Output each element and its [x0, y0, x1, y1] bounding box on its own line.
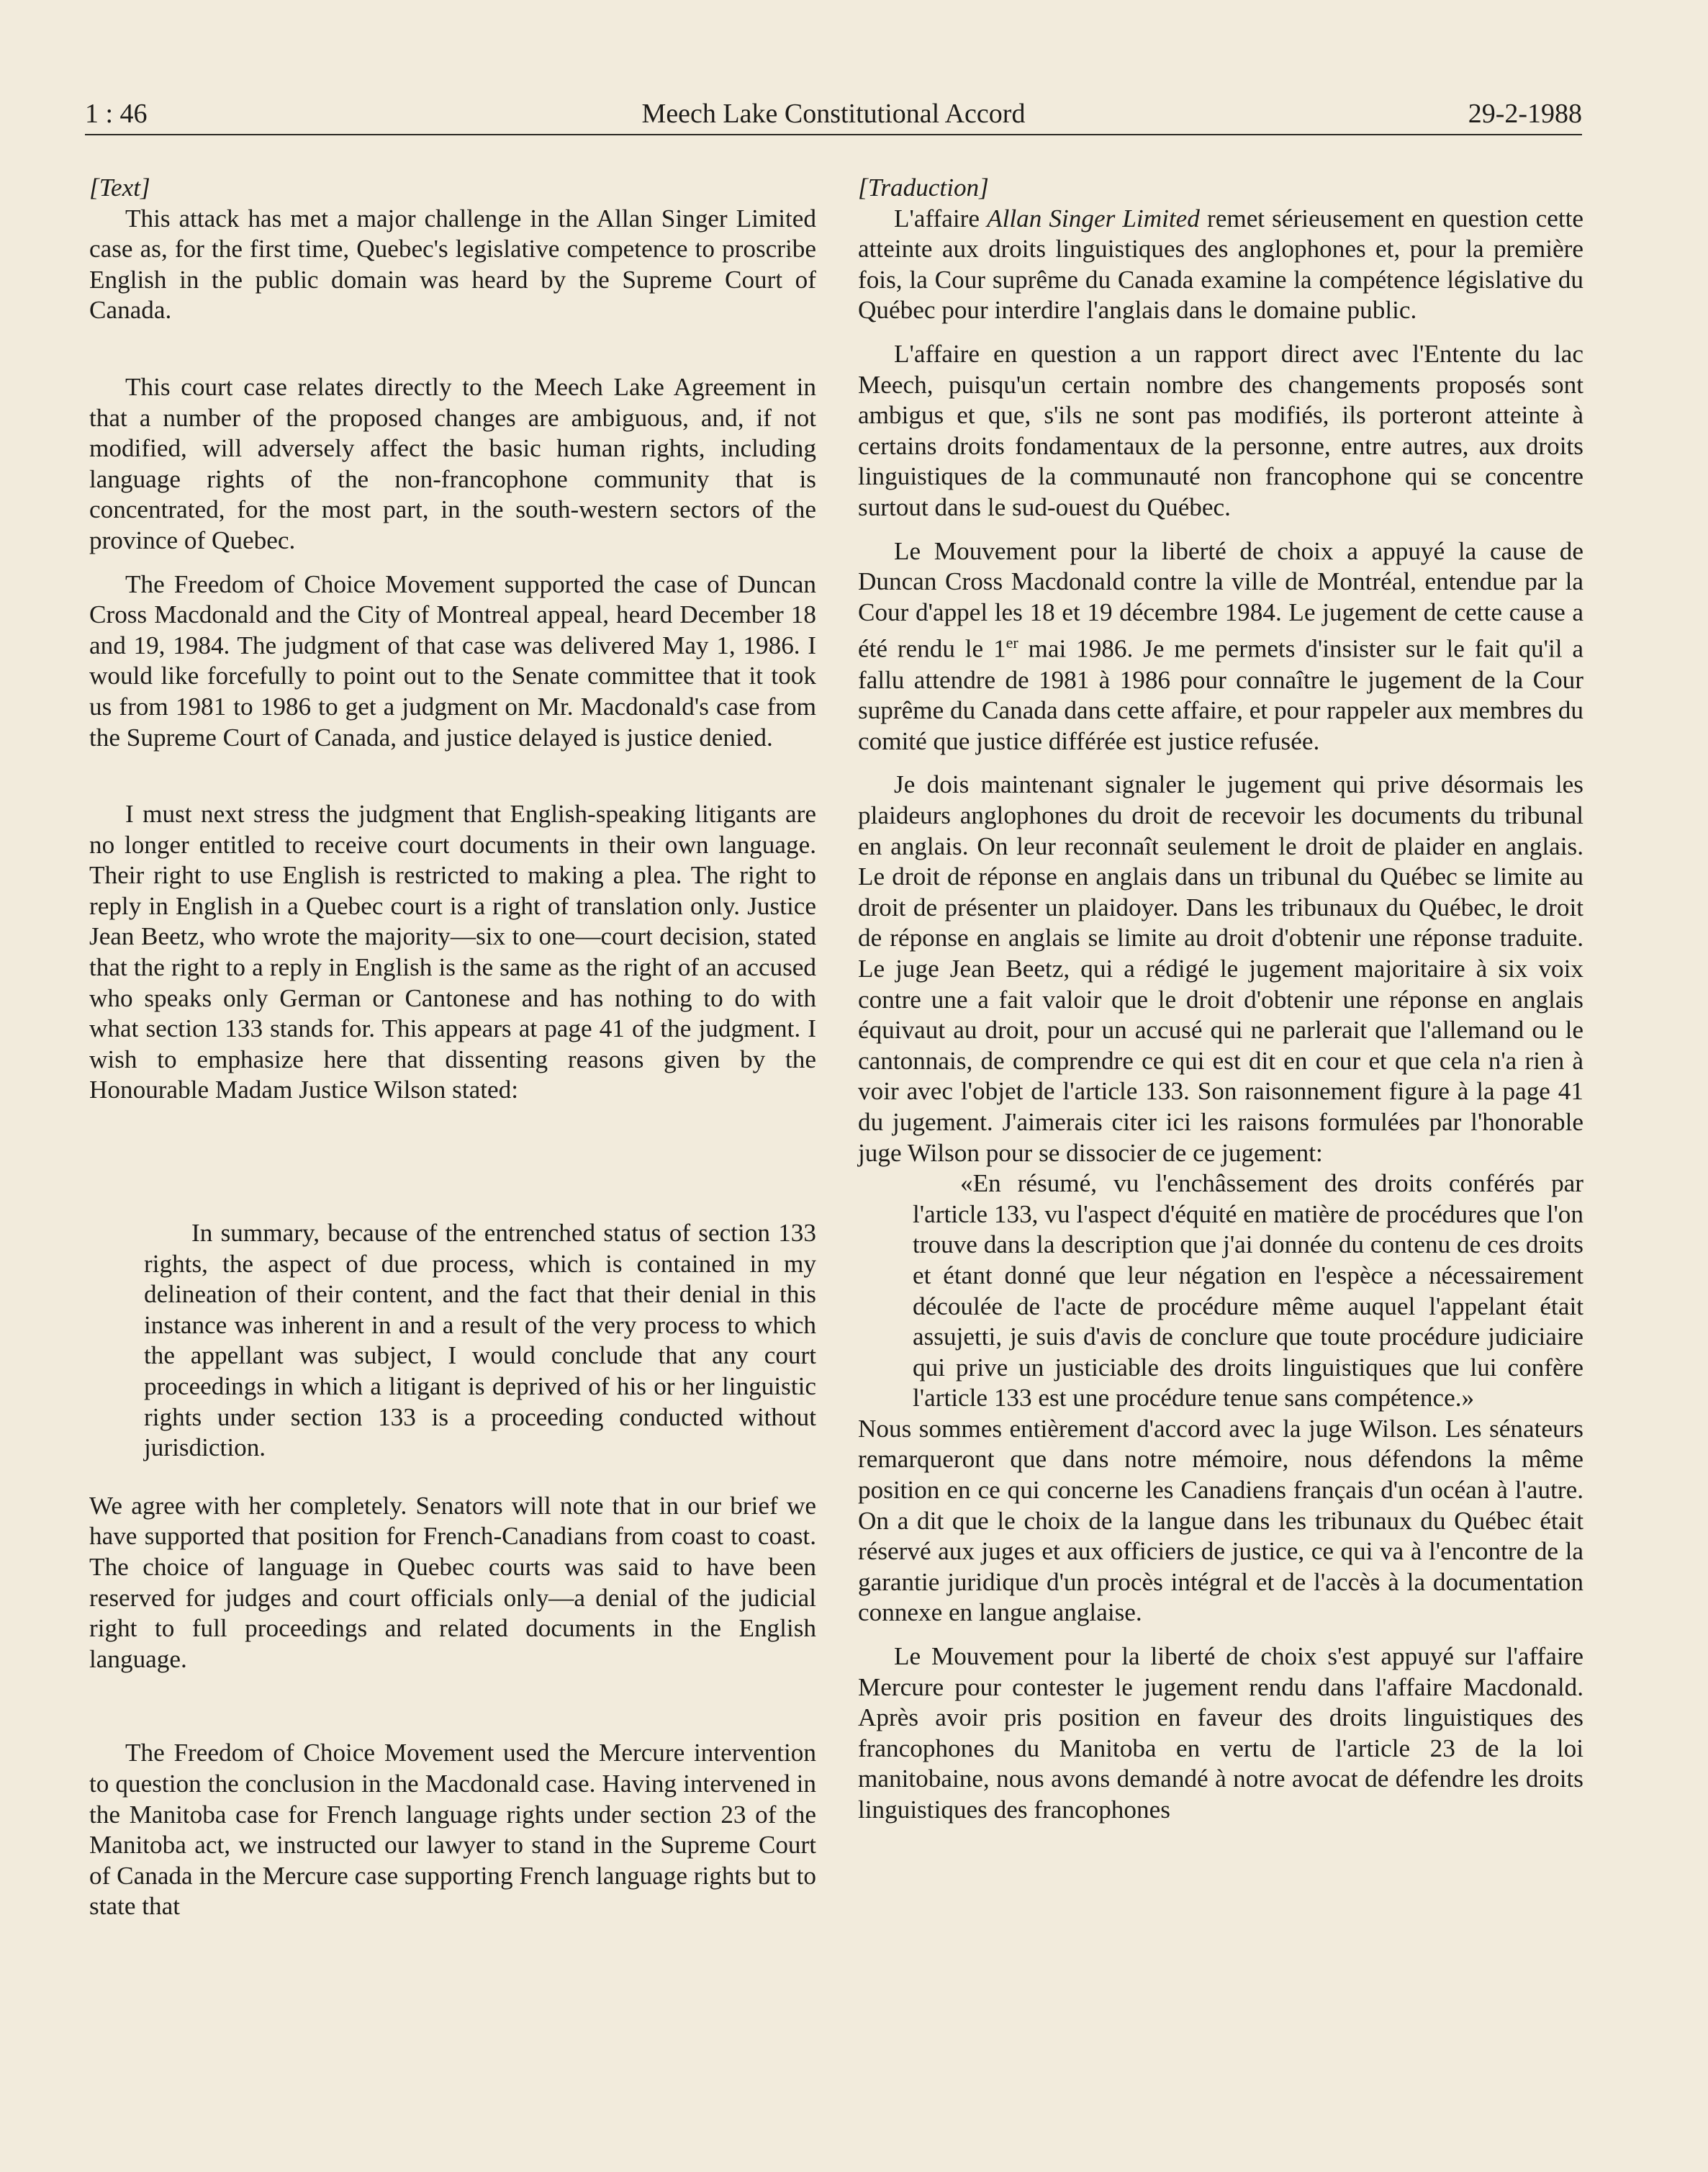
english-paragraph-2: This court case relates directly to the Meech Lake Agreement in that a number of the proposed changes are ambiguous, and, if not modified, will adversely affect the basic human rights, including language rights of the non-francophone community that is concentrated, for the most part, in the south-western sectors of the province of Quebec.: [89, 372, 816, 554]
french-quote: «En résumé, vu l'enchâssement des droits conférés par l'article 133, vu l'aspect d'équité en matière de procédures que l'on trouve dans la description que j'ai donnée du contenu de ces droits et étant donné que leur négation en l'espèce a nécessairement découlée de l'acte de procédure même auquel l'appelant était assujetti, je suis d'avis de conclure que toute procédure judiciaire qui prive un justiciable des droits linguistiques que lui confère l'article 133 est une procédure tenue sans compétence.»: [913, 1169, 1583, 1412]
running-title: Meech Lake Constitutional Accord: [641, 99, 1026, 129]
case-name: Allan Singer Limited: [987, 204, 1200, 233]
page-date: 29-2-1988: [1468, 99, 1582, 129]
french-paragraph-2: L'affaire en question a un rapport direct avec l'Entente du lac Meech, puisqu'un certain nombre des changements proposés sont ambigus et que, s'ils ne sont pas modifiés, ils porteront atteinte à certains droits fondamentaux de la personne, entre autres, aux droits linguistiques de la communauté non francophone qui se concentre surtout dans le sud-ouest du Québec.: [858, 339, 1583, 521]
english-paragraph-3: The Freedom of Choice Movement supported the case of Duncan Cross Macdonald and the City of Montreal appeal, heard December 18 and 19, 1984. The judgment of that case was delivered May 1, 1986. I would like forcefully to point out to the Senate committee that it took us from 1981 to 1986 to get a judgment on Mr. Macdonald's case from the Supreme Court of Canada, and justice delayed is justice denied.: [89, 569, 816, 752]
english-paragraph-4: I must next stress the judgment that English-speaking litigants are no longer entitled to receive court documents in their own language. Their right to use English is restricted to making a plea. The right to reply in English in a Quebec court is a right of translation only. Justice Jean Beetz, who wrote the majority—six to one—court decision, stated that the right to a reply in English is the same as the right of an accused who speaks only German or Cantonese and has nothing to do with what section 133 stands for. This appears at page 41 of the judgment. I wish to emphasize here that dissenting reasons given by the Honourable Madam Justice Wilson stated:: [89, 800, 816, 1104]
english-column: [89, 173, 816, 1922]
english-paragraph-5: We agree with her completely. Senators will note that in our brief we have supported that position for French-Canadians from coast to coast. The choice of language in Quebec courts was said to have been reserved for judges and court officials only—a denial of the judicial right to full proceedings and related documents in the English language.: [89, 1491, 816, 1673]
english-label: [Text]: [89, 174, 150, 202]
french-column: [858, 173, 1583, 1826]
english-quote: In summary, because of the entrenched status of section 133 rights, the aspect of due process, which is contained in my delineation of their content, and the fact that their denial in this instance was inherent in and a result of the very process to which the appellant was subject, I would conclude that any court proceedings in which a litigant is deprived of his or her linguistic rights under section 133 is a proceeding conducted without jurisdiction.: [144, 1219, 816, 1462]
french-paragraph-3: Le Mouvement pour la liberté de choix a appuyé la cause de Duncan Cross Macdonald contre la ville de Montréal, entendue par la Cour d'appel les 18 et 19 décembre 1984. Le jugement de cette cause a été rendu le 1er mai 1986. Je me permets d'insister sur le fait qu'il a fallu attendre de 1981 à 1986 pour connaître le jugement de la Cour suprême du Canada dans cette affaire, et pour rappeler aux membres du comité que justice différée est justice refusée.: [858, 536, 1583, 755]
english-paragraph-1: This attack has met a major challenge in the Allan Singer Limited case as, for the first time, Quebec's legislative competence to proscribe English in the public domain was heard by the Supreme Court of Canada.: [89, 204, 816, 325]
english-paragraph-6: The Freedom of Choice Movement used the Mercure intervention to question the conclusion in the Macdonald case. Having intervened in the Manitoba case for French language rights under section 23 of the Manitoba act, we instructed our lawyer to stand in the Supreme Court of Canada in the Mercure case supporting French language rights but to state that: [89, 1739, 816, 1921]
french-paragraph-1: L'affaire Allan Singer Limited remet sérieusement en question cette atteinte aux droits linguistiques des anglophones et, pour la première fois, la Cour suprême du Canada examine la compétence législative du Québec pour interdire l'anglais dans le domaine public.: [858, 204, 1583, 325]
french-paragraph-5: Nous sommes entièrement d'accord avec la juge Wilson. Les sénateurs remarqueront que dans notre mémoire, nous défendons la même position en ce qui concerne les Canadiens français d'un océan à l'autre. On a dit que le choix de la langue dans les tribunaux du Québec était réservé aux juges et aux officiers de justice, ce qui va à l'encontre de la garantie juridique d'un procès intégral et de l'accès à la documentation connexe en langue anglaise.: [858, 1414, 1583, 1627]
page-number: 1 : 46: [85, 99, 148, 129]
french-label: [Traduction]: [858, 174, 989, 202]
french-paragraph-4: Je dois maintenant signaler le jugement qui prive désormais les plaideurs anglophones du droit de recevoir les documents du tribunal en anglais. On leur reconnaît seulement le droit de plaider en anglais. Le droit de réponse en anglais dans un tribunal du Québec se limite au droit de présenter un plaidoyer. Dans les tribunaux du Québec, le droit de réponse en anglais se limite au droit d'obtenir une réponse traduite. Le juge Jean Beetz, qui a rédigé le jugement majoritaire à six voix contre une a fait valoir que le droit d'obtenir une réponse en anglais équivaut au droit, pour un accusé qui ne parlerait que l'allemand ou le cantonnais, de comprendre ce qui est dit en cour et que cela n'a rien à voir avec l'objet de l'article 133. Son raisonnement figure à la page 41 du jugement. J'aimerais citer ici les raisons formulées par l'honorable juge Wilson pour se dissocier de ce jugement:: [858, 770, 1583, 1167]
page-header: [85, 94, 1582, 135]
french-paragraph-6: Le Mouvement pour la liberté de choix s'est appuyé sur l'affaire Mercure pour contester le jugement rendu dans l'affaire Macdonald. Après avoir pris position en faveur des droits linguistiques des francophones du Manitoba en vertu de l'article 23 de la loi manitobaine, nous avons demandé à notre avocat de défendre les droits linguistiques des francophones: [858, 1642, 1583, 1824]
